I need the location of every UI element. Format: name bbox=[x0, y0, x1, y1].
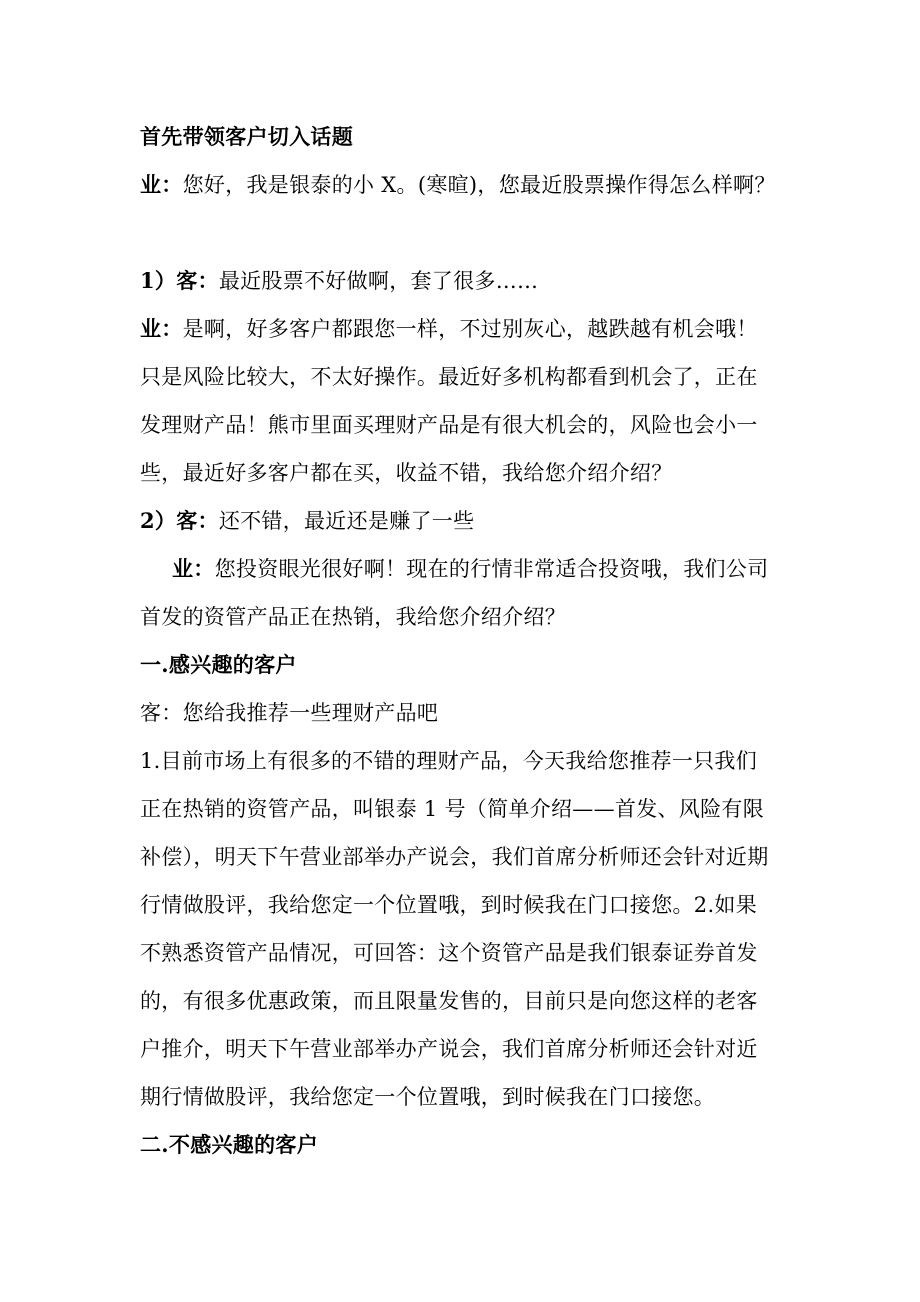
agent-speaker-label: 业： bbox=[172, 556, 215, 581]
section1-line: 补偿），明天下午营业部举办产说会，我们首席分析师还会针对近期 bbox=[140, 845, 769, 869]
case2-customer-line bbox=[140, 506, 474, 536]
section1-heading: 一.感兴趣的客户 bbox=[140, 652, 297, 677]
case2-agent-text: 您投资眼光很好啊！现在的行情非常适合投资哦，我们公司 bbox=[214, 557, 769, 581]
section1-line: 不熟悉资管产品情况，可回答：这个资管产品是我们银泰证券首发 bbox=[140, 941, 758, 965]
section1-line: 1.目前市场上有很多的不错的理财产品，今天我给您推荐一只我们 bbox=[140, 749, 758, 773]
case1-agent-line-4: 些，最近好多客户都在买，收益不错，我给您介绍介绍？ bbox=[140, 461, 673, 485]
case2-customer-text: 还不错，最近还是赚了一些 bbox=[218, 509, 475, 533]
greeting-line bbox=[140, 170, 776, 200]
agent-speaker-label: 业： bbox=[140, 172, 183, 197]
case2-agent-line-1 bbox=[172, 554, 768, 584]
section1-line: 的，有很多优惠政策，而且限量发售的，目前只是向您这样的老客 bbox=[140, 989, 758, 1013]
intro-heading: 首先带领客户切入话题 bbox=[140, 124, 353, 149]
case1-agent-line-3: 发理财产品！熊市里面买理财产品是有很大机会的，风险也会小一 bbox=[140, 413, 758, 437]
greeting-text: 您好，我是银泰的小 X。(寒暄)，您最近股票操作得怎么样啊？ bbox=[182, 173, 776, 197]
case1-agent-line-2: 只是风险比较大，不太好操作。最近好多机构都看到机会了，正在 bbox=[140, 365, 758, 389]
case2-agent-line-2: 首发的资管产品正在热销，我给您介绍介绍？ bbox=[140, 605, 566, 629]
case1-customer-text: 最近股票不好做啊，套了很多…… bbox=[218, 269, 539, 293]
agent-speaker-label: 业： bbox=[140, 316, 183, 341]
section1-line: 行情做股评，我给您定一个位置哦，到时候我在门口接您。2.如果 bbox=[140, 893, 758, 917]
section1-line: 客：您给我推荐一些理财产品吧 bbox=[140, 701, 439, 725]
case1-agent-line-1 bbox=[140, 314, 758, 344]
section1-line: 户推介，明天下午营业部举办产说会，我们首席分析师还会针对近 bbox=[140, 1037, 758, 1061]
case1-customer-line bbox=[140, 266, 538, 296]
case2-label: 2）客： bbox=[140, 508, 219, 533]
case1-agent-text: 是啊，好多客户都跟您一样，不过别灰心，越跌越有机会哦！ bbox=[182, 317, 758, 341]
section1-line: 正在热销的资管产品，叫银泰 1 号（简单介绍——首发、风险有限 bbox=[140, 797, 765, 821]
case1-label: 1）客： bbox=[140, 268, 219, 293]
section1-line: 期行情做股评，我给您定一个位置哦，到时候我在门口接您。 bbox=[140, 1085, 716, 1109]
section2-heading: 二.不感兴趣的客户 bbox=[140, 1132, 319, 1157]
